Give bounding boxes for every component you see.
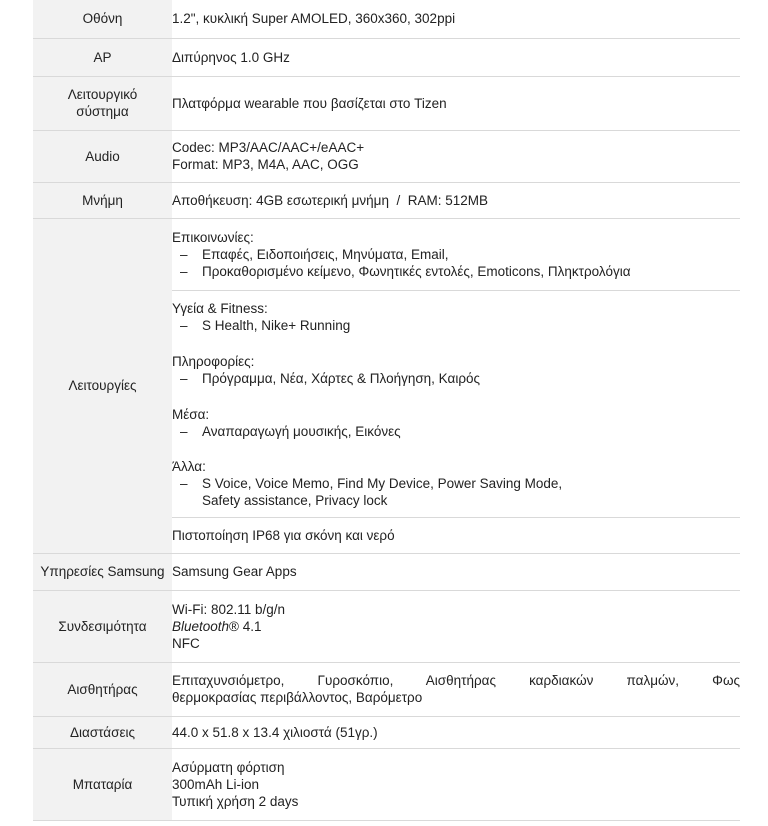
list-item — [172, 246, 740, 263]
table-row — [33, 130, 740, 182]
dash-bullet: – — [180, 263, 188, 279]
row-value-display: 1.2", κυκλική Super AMOLED, 360x360, 302ppi — [172, 0, 740, 38]
row-value-services: Samsung Gear Apps — [172, 553, 740, 590]
functions-other — [172, 450, 740, 517]
row-value-ap: Διπύρηνος 1.0 GHz — [172, 38, 740, 76]
row-label-os — [33, 76, 172, 130]
table-row — [33, 662, 740, 716]
sensors-line1: Επιταχυνσιόμετρο, Γυροσκόπιο, Αισθητήρας καρδιακών παλμών, Φως — [172, 673, 740, 688]
communications-item-2: Προκαθορισμένο κείμενο, Φωνητικές εντολές, Emoticons, Πληκτρολόγια — [202, 263, 631, 279]
info-title: Πληροφορίες: — [172, 353, 255, 369]
row-label-dimensions: Διαστάσεις — [33, 716, 172, 748]
table-row — [33, 716, 740, 748]
list-item — [172, 475, 740, 509]
functions-communications — [172, 218, 740, 290]
audio-format: Format: MP3, M4A, AAC, OGG — [172, 157, 359, 172]
list-item — [172, 423, 740, 440]
health-title: Υγεία & Fitness: — [172, 300, 268, 316]
connectivity-bluetooth — [172, 618, 740, 635]
dash-bullet: – — [180, 424, 188, 439]
row-value-sensors — [172, 662, 740, 716]
functions-certification: Πιστοποίηση IP68 για σκόνη και νερό — [172, 517, 740, 553]
communications-title: Επικοινωνίες: — [172, 229, 254, 245]
functions-media — [172, 396, 740, 450]
list-item — [172, 317, 740, 334]
row-label-functions: Λειτουργίες — [33, 218, 172, 553]
row-label-ap: AP — [33, 38, 172, 76]
row-value-memory: Αποθήκευση: 4GB εσωτερική μνήμη / RAM: 512MB — [172, 182, 740, 218]
table-row — [33, 0, 740, 38]
table-row — [33, 553, 740, 590]
connectivity-wifi: Wi-Fi: 802.11 b/g/n — [172, 601, 286, 617]
row-label-memory: Μνήμη — [33, 182, 172, 218]
audio-codec: Codec: MP3/AAC/AAC+/eAAC+ — [172, 140, 365, 155]
table-row — [33, 76, 740, 130]
bluetooth-version: ® 4.1 — [229, 618, 262, 634]
row-label-services: Υπηρεσίες Samsung — [33, 553, 172, 590]
table-row — [33, 590, 740, 662]
battery-capacity: 300mAh Li-ion — [172, 776, 260, 792]
media-item: Αναπαραγωγή μουσικής, Εικόνες — [202, 424, 401, 439]
row-label-battery: Μπαταρία — [33, 748, 172, 820]
dash-bullet: – — [180, 246, 188, 262]
other-item-line1: S Voice, Voice Memo, Find My Device, Power Saving Mode, — [202, 475, 563, 491]
os-label-line2: σύστημα — [76, 104, 129, 119]
sensors-line2: θερμοκρασίας περιβάλλοντος, Βαρόμετρο — [172, 690, 423, 705]
media-title: Μέσα: — [172, 407, 210, 422]
row-value-dimensions: 44.0 x 51.8 x 13.4 χιλιοστά (51γρ.) — [172, 716, 740, 748]
row-label-display: Οθόνη — [33, 0, 172, 38]
communications-item-1: Επαφές, Ειδοποιήσεις, Μηνύματα, Email, — [202, 246, 449, 262]
row-label-audio: Audio — [33, 130, 172, 182]
row-value-os: Πλατφόρμα wearable που βασίζεται στο Tizen — [172, 76, 740, 130]
functions-info — [172, 343, 740, 396]
other-title: Άλλα: — [172, 458, 206, 474]
dash-bullet: – — [180, 475, 188, 491]
table-row — [33, 218, 740, 290]
row-value-battery — [172, 748, 740, 820]
spec-table — [33, 0, 740, 821]
functions-health — [172, 290, 740, 343]
dash-bullet: – — [180, 317, 188, 333]
connectivity-nfc: NFC — [172, 635, 200, 651]
battery-wireless-charging: Ασύρματη φόρτιση — [172, 759, 285, 775]
other-item-line2: Safety assistance, Privacy lock — [202, 492, 388, 508]
battery-typical-use: Τυπική χρήση 2 days — [172, 793, 299, 809]
other-item — [202, 475, 740, 509]
health-item: S Health, Nike+ Running — [202, 317, 351, 333]
bluetooth-name: Bluetooth — [172, 618, 230, 634]
table-row — [33, 182, 740, 218]
row-value-audio — [172, 130, 740, 182]
table-row — [33, 38, 740, 76]
row-value-connectivity — [172, 590, 740, 662]
list-item — [172, 370, 740, 387]
row-label-sensors: Αισθητήρας — [33, 662, 172, 716]
os-label-line1: Λειτουργικό — [67, 87, 138, 102]
info-item: Πρόγραμμα, Νέα, Χάρτες & Πλοήγηση, Καιρός — [202, 370, 481, 386]
dash-bullet: – — [180, 370, 188, 386]
row-label-connectivity: Συνδεσιμότητα — [33, 590, 172, 662]
table-row — [33, 748, 740, 820]
list-item — [172, 263, 740, 280]
